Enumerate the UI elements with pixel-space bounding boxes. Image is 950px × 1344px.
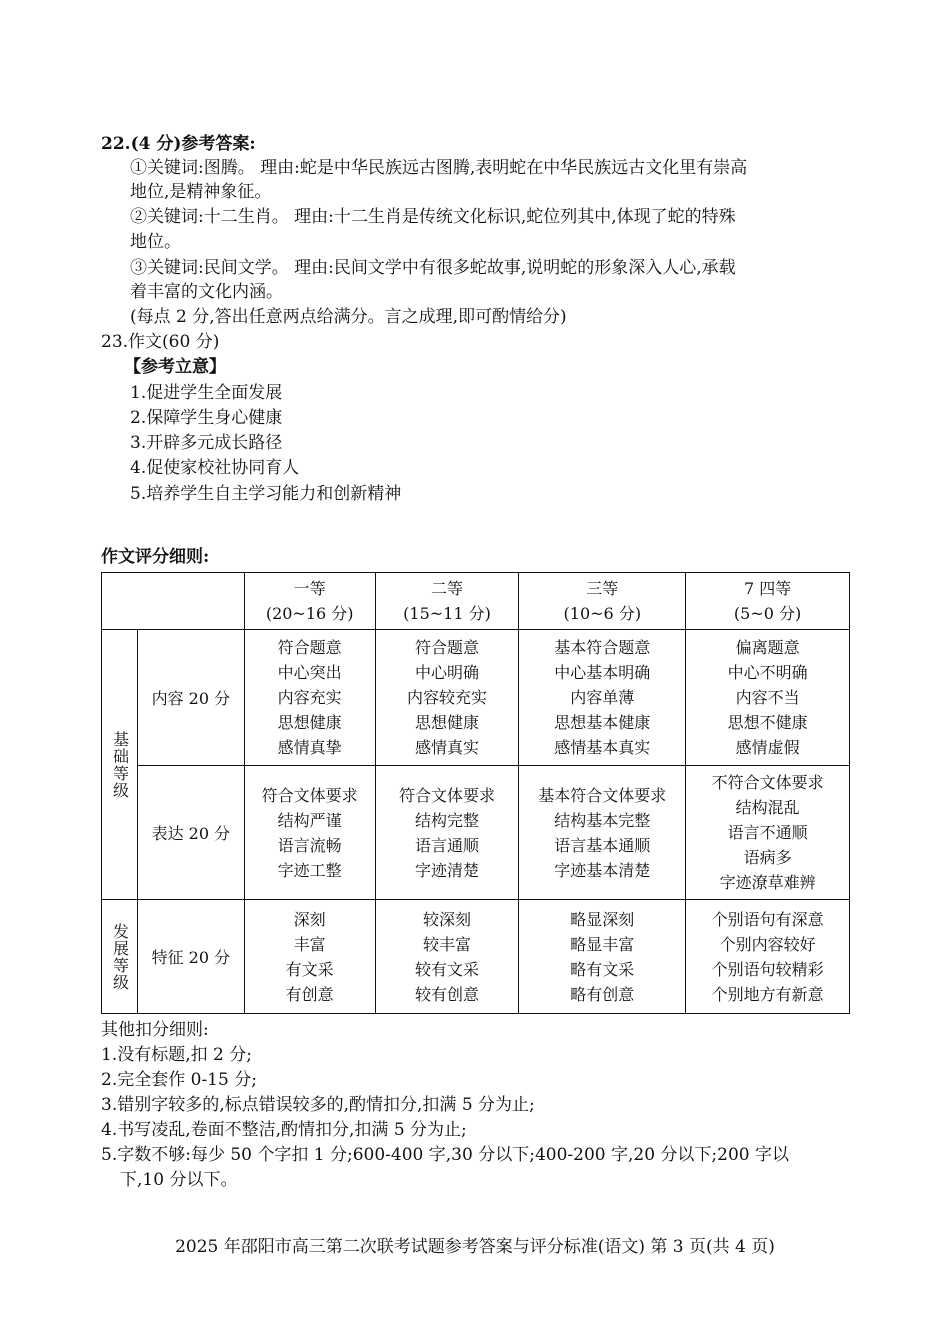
criterion: 感情虚假 (735, 738, 800, 757)
grade-range: (10~6 分) (563, 604, 642, 623)
criterion: 个别语句有深意 (711, 909, 824, 929)
criterion: 不符合文体要求 (711, 773, 824, 792)
grade-header-4 (686, 573, 850, 630)
q23-point-3: 3.开辟多元成长路径 (130, 433, 283, 453)
q22-item-2-line2: 地位。 (130, 232, 181, 252)
criterion: 较有创意 (415, 984, 480, 1004)
grade-name: 一等 (293, 579, 326, 598)
group-develop-cell (102, 900, 138, 1014)
q23-point-1: 1.促进学生全面发展 (130, 383, 283, 403)
rubric-row-content (102, 630, 850, 766)
criterion: 结构严谨 (277, 810, 342, 830)
deduction-item-4: 4.书写凌乱,卷面不整洁,酌情扣分,扣满 5 分为止; (101, 1120, 467, 1140)
q22-title: 22.(4 分)参考答案: (101, 134, 256, 154)
criterion: 中心基本明确 (554, 663, 651, 682)
expression-grade-3 (519, 766, 686, 900)
criterion: 结构完整 (415, 810, 480, 830)
q23-subtitle: 【参考立意】 (124, 357, 226, 377)
q23-point-4: 4.促使家校社协同育人 (130, 458, 300, 478)
deduction-item-5-line1: 5.字数不够:每少 50 个字扣 1 分;600-400 字,30 分以下;400-200 字,20 分以下;200 字以 (101, 1145, 790, 1165)
content-grade-4 (686, 630, 850, 766)
deductions-title: 其他扣分细则: (101, 1020, 209, 1040)
grade-name: 二等 (431, 579, 464, 598)
criterion: 基本符合题意 (554, 638, 651, 657)
criterion: 内容较充实 (407, 688, 488, 707)
expression-grade-4 (686, 766, 850, 900)
q22-item-3-line1: ③关键词:民间文学。 理由:民间文学中有很多蛇故事,说明蛇的形象深入人心,承载 (130, 258, 736, 278)
grade-header-1 (244, 573, 375, 630)
criterion: 语言不通顺 (727, 823, 808, 842)
criterion: 语病多 (743, 848, 792, 867)
q22-item-1-line2: 地位,是精神象征。 (130, 182, 272, 202)
grade-range: (15~11 分) (403, 604, 491, 623)
criterion: 字迹清楚 (415, 860, 480, 880)
criterion: 中心明确 (415, 663, 480, 682)
rubric-corner-cell (102, 573, 245, 630)
criterion: 思想基本健康 (554, 713, 651, 732)
content-grade-2 (375, 630, 519, 766)
criterion: 感情真挚 (277, 738, 342, 757)
deduction-item-5-line2: 下,10 分以下。 (120, 1170, 238, 1190)
criterion: 语言通顺 (415, 835, 480, 855)
criterion: 字迹基本清楚 (554, 860, 651, 880)
criterion: 思想健康 (277, 713, 342, 732)
rubric-header-row (102, 573, 850, 630)
grade-name: 7 四等 (743, 579, 792, 598)
criterion: 内容单薄 (570, 688, 635, 707)
criterion: 个别语句较精彩 (711, 959, 824, 979)
row-label-expression: 表达 20 分 (137, 766, 244, 900)
criterion: 偏离题意 (735, 638, 800, 657)
q22-note: (每点 2 分,答出任意两点给满分。言之成理,即可酌情给分) (130, 307, 567, 327)
q23-point-2: 2.保障学生身心健康 (130, 408, 283, 428)
group-basic-label: 基础等级 (110, 730, 130, 799)
expression-grade-1 (244, 766, 375, 900)
criterion: 深刻 (293, 909, 326, 929)
criterion: 略显深刻 (570, 909, 635, 929)
group-develop-label: 发展等级 (110, 922, 130, 991)
criterion: 丰富 (293, 934, 326, 954)
feature-grade-4 (686, 900, 850, 1014)
criterion: 字迹工整 (277, 860, 342, 880)
rubric-row-expression (102, 766, 850, 900)
content-grade-1 (244, 630, 375, 766)
feature-grade-2 (375, 900, 519, 1014)
criterion: 语言基本通顺 (554, 835, 651, 855)
criterion: 中心突出 (277, 663, 342, 682)
criterion: 内容充实 (277, 688, 342, 707)
content-grade-3 (519, 630, 686, 766)
grade-header-3 (519, 573, 686, 630)
criterion: 基本符合文体要求 (538, 785, 667, 805)
deduction-item-1: 1.没有标题,扣 2 分; (101, 1045, 252, 1065)
group-basic-cell (102, 630, 138, 900)
q22-item-3-line2: 着丰富的文化内涵。 (130, 282, 283, 302)
page-footer: 2025 年邵阳市高三第二次联考试题参考答案与评分标准(语文) 第 3 页(共 4 页) (175, 1237, 775, 1257)
criterion: 符合题意 (277, 638, 342, 657)
criterion: 略显丰富 (570, 934, 635, 954)
feature-grade-1 (244, 900, 375, 1014)
criterion: 思想不健康 (727, 713, 808, 732)
criterion: 有文采 (285, 959, 334, 979)
deduction-item-2: 2.完全套作 0-15 分; (101, 1070, 257, 1090)
rubric-title: 作文评分细则: (101, 547, 210, 567)
rubric-row-feature (102, 900, 850, 1014)
criterion: 中心不明确 (727, 663, 808, 682)
q23-title: 23.作文(60 分) (101, 332, 220, 352)
q23-point-5: 5.培养学生自主学习能力和创新精神 (130, 484, 402, 504)
grade-range: (5~0 分) (733, 604, 802, 623)
criterion: 结构混乱 (735, 798, 800, 817)
criterion: 个别内容较好 (719, 934, 816, 954)
criterion: 感情真实 (415, 738, 480, 757)
deduction-item-3: 3.错别字较多的,标点错误较多的,酌情扣分,扣满 5 分为止; (101, 1095, 535, 1115)
criterion: 较深刻 (423, 909, 472, 929)
criterion: 符合文体要求 (399, 785, 496, 805)
grade-range: (20~16 分) (265, 604, 354, 623)
criterion: 较丰富 (423, 934, 472, 954)
criterion: 结构基本完整 (554, 810, 651, 830)
criterion: 感情基本真实 (554, 738, 651, 757)
grade-header-2 (375, 573, 519, 630)
row-label-content: 内容 20 分 (137, 630, 244, 766)
criterion: 略有文采 (570, 959, 635, 979)
q22-item-1-line1: ①关键词:图腾。 理由:蛇是中华民族远古图腾,表明蛇在中华民族远古文化里有崇高 (130, 158, 748, 178)
criterion: 思想健康 (415, 713, 480, 732)
grade-name: 三等 (586, 579, 619, 598)
criterion: 字迹潦草难辨 (719, 873, 816, 892)
row-label-feature: 特征 20 分 (137, 900, 244, 1014)
feature-grade-3 (519, 900, 686, 1014)
criterion: 内容不当 (735, 688, 800, 707)
expression-grade-2 (375, 766, 519, 900)
q22-item-2-line1: ②关键词:十二生肖。 理由:十二生肖是传统文化标识,蛇位列其中,体现了蛇的特殊 (130, 207, 736, 227)
rubric-table (101, 572, 850, 1014)
criterion: 语言流畅 (277, 835, 342, 855)
criterion: 略有创意 (570, 984, 635, 1004)
criterion: 个别地方有新意 (711, 984, 824, 1004)
criterion: 符合文体要求 (261, 785, 358, 805)
criterion: 有创意 (285, 984, 334, 1004)
criterion: 较有文采 (415, 959, 480, 979)
criterion: 符合题意 (415, 638, 480, 657)
